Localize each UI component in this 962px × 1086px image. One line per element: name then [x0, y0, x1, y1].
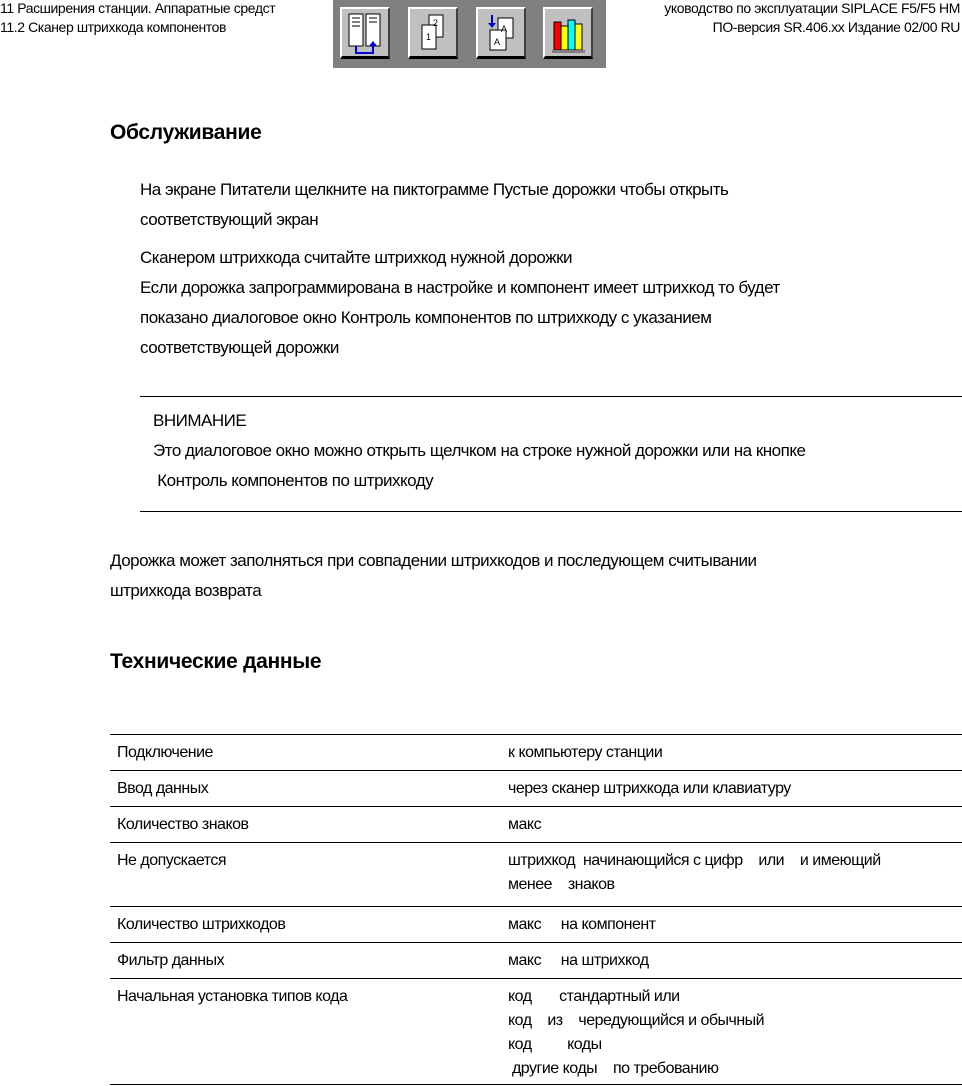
svg-text:A: A	[501, 24, 508, 34]
books-button[interactable]	[543, 7, 593, 59]
page-back-icon	[482, 12, 522, 56]
books-icon	[549, 12, 589, 56]
table-value: макс на компонент	[508, 916, 656, 933]
table-rule	[110, 770, 962, 771]
table-rule	[110, 1084, 962, 1085]
table-rule	[110, 806, 962, 807]
svg-text:A: A	[494, 37, 501, 47]
toolbar	[333, 0, 606, 68]
paragraph-line: Дорожка может заполняться при совпадении штрихкодов и последующем считывании	[110, 551, 757, 570]
maintenance-line: показано диалоговое окно Контроль компонентов по штрихкоду с указанием	[140, 308, 712, 327]
svg-text:1: 1	[426, 32, 432, 42]
maintenance-line: Сканером штрихкода считайте штрихкод нужной дорожки	[140, 248, 573, 267]
table-value: штрихкод начинающийся с цифр или и имеющий менее знаков	[508, 852, 881, 893]
table-value: макс	[508, 816, 542, 833]
table-label: Начальная установка типов кода	[117, 988, 348, 1005]
table-label: Ввод данных	[117, 780, 209, 797]
section-title-maintenance: Обслуживание	[110, 121, 262, 144]
table-label: Количество штрихкодов	[117, 916, 286, 933]
divider	[140, 511, 962, 512]
maintenance-line: На экране Питатели щелкните на пиктограмме Пустые дорожки чтобы открыть	[140, 180, 729, 199]
header-left-line1: 11 Расширения станции. Аппаратные средст	[0, 0, 276, 16]
table-value: к компьютеру станции	[508, 744, 663, 761]
table-rule	[110, 942, 962, 943]
table-value: через сканер штрихкода или клавиатуру	[508, 780, 791, 797]
page-layout-icon	[346, 12, 386, 56]
table-label: Подключение	[117, 744, 213, 761]
table-rule	[110, 842, 962, 843]
table-rule	[110, 978, 962, 979]
table-label: Не допускается	[117, 852, 227, 869]
maintenance-line: Если дорожка запрограммирована в настройке и компонент имеет штрихкод то будет	[140, 278, 780, 297]
header-right-line1: уководство по эксплуатации SIPLACE F5/F5 HM	[664, 0, 960, 16]
note-title: ВНИМАНИЕ	[153, 411, 247, 430]
page-back-button[interactable]	[476, 7, 526, 59]
divider	[140, 396, 962, 397]
pages-icon	[414, 12, 454, 56]
table-label: Фильтр данных	[117, 952, 225, 969]
table-label: Количество знаков	[117, 816, 249, 833]
header-right-line2: ПО-версия SR.406.xx Издание 02/00 RU	[712, 19, 960, 35]
table-value: код стандартный или код из чередующийся и обычный код коды другие коды по требованию	[508, 988, 765, 1077]
page-layout-button[interactable]	[340, 7, 390, 59]
maintenance-line: соответствующей дорожки	[140, 338, 339, 357]
table-rule	[110, 734, 962, 735]
maintenance-line: соответствующий экран	[140, 210, 319, 229]
section-title-tech-data: Технические данные	[110, 650, 322, 673]
pages-button[interactable]	[408, 7, 458, 59]
table-value: макс на штрихкод	[508, 952, 649, 969]
svg-text:2: 2	[433, 18, 439, 28]
table-rule	[110, 906, 962, 907]
note-line: Контроль компонентов по штрихкоду	[153, 471, 434, 490]
note-line: Это диалоговое окно можно открыть щелчком на строке нужной дорожки или на кнопке	[153, 441, 806, 460]
paragraph-line: штрихкода возврата	[110, 581, 262, 600]
header-left-line2: 11.2 Сканер штрихкода компонентов	[0, 19, 227, 35]
